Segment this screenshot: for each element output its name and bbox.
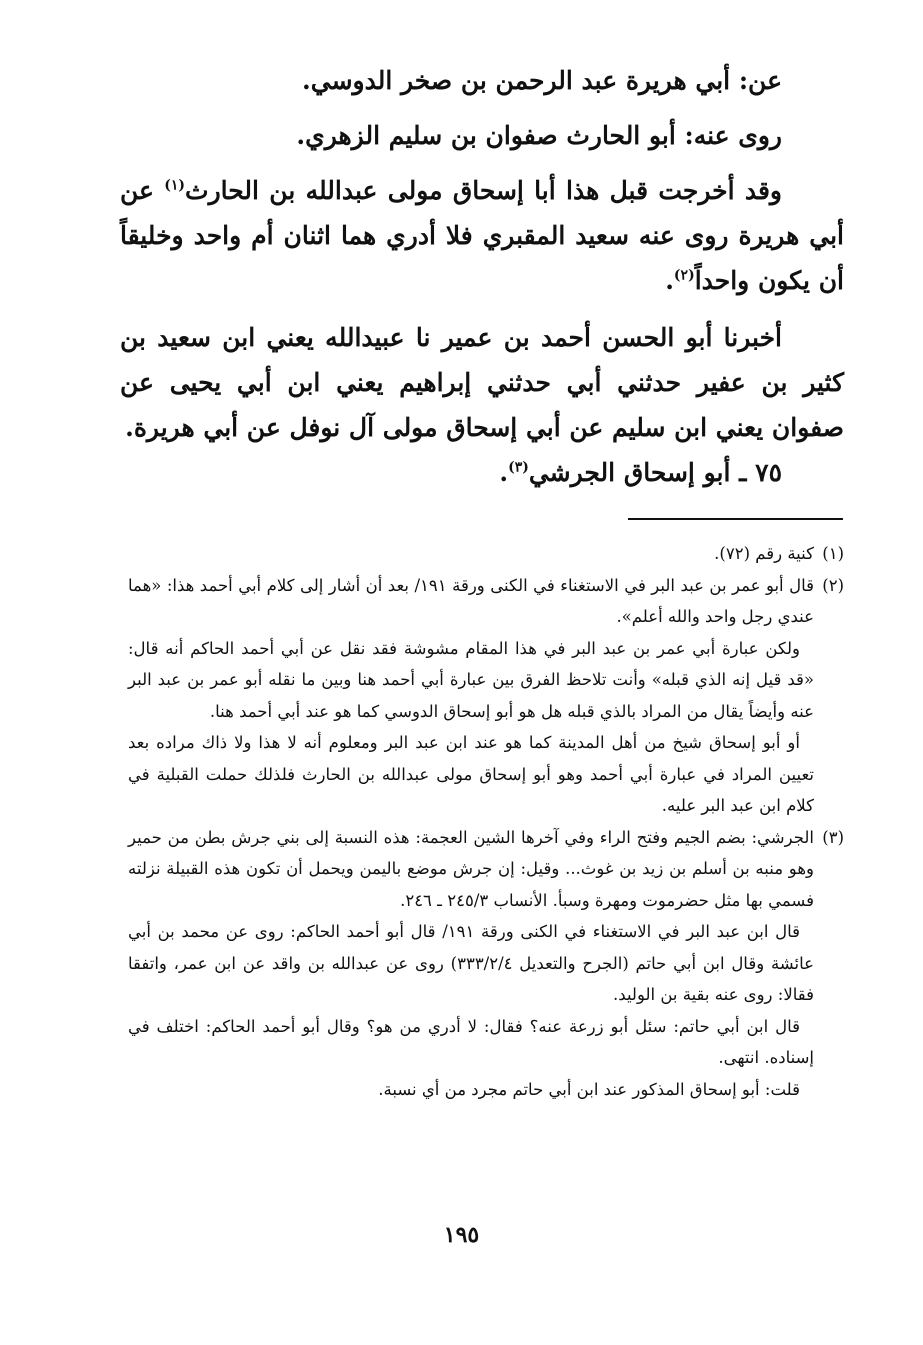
footnote-continuation: أو أبو إسحاق شيخ من أهل المدينة كما هو عند ابن عبد البر ومعلوم أنه لا هذا ولا ذاك مراده بعد تعيين المراد في عبارة أبي أحمد وهو أبو إسحاق مولى عبدالله بن الحارث فلذلك حملت القبلية في كلام ابن عبد البر عليه. [128, 733, 814, 815]
footnote-text: الجرشي: بضم الجيم وفتح الراء وفي آخرها الشين العجمة: هذه النسبة إلى بني جرش بطن من حمير وهو منبه بن أسلم بن زيد بن غوث... وقيل: إن جرش موضع باليمن ويحمل أن تكون هذه القبيلة نزلته فسمي بها مثل حضرموت ومهرة وسبأ. الأنساب ٢٤٥/٣ ـ ٢٤٦. [128, 827, 814, 910]
footnote-divider [628, 518, 843, 520]
narrator-from-text: عن: أبي هريرة عبد الرحمن بن صخر الدوسي. [302, 66, 782, 95]
footnote-number: (١) [822, 544, 844, 563]
footnote-text: قال أبو عمر بن عبد البر في الاستغناء في الكنى ورقة ١٩١/ بعد أن أشار إلى كلام أبي أحمد هذا: «هما عندي رجل واحد والله أعلم». [128, 575, 814, 626]
main-text [120, 58, 844, 495]
narrated-by-text: روى عنه: أبو الحارث صفوان بن سليم الزهري. [296, 121, 782, 150]
footnote-ref-2[interactable]: (٢) [673, 267, 695, 284]
entry-name: أبو إسحاق الجرشي [528, 458, 731, 487]
footnote-1 [128, 538, 844, 570]
footnote-ref-3[interactable]: (٣) [508, 459, 529, 476]
footnote-3 [128, 822, 844, 917]
previous-entry-paragraph [120, 168, 844, 303]
footnote-continuation: ولكن عبارة أبي عمر بن عبد البر في هذا المقام مشوشة فقد نقل عن أبي أحمد الحاكم أنه قال: «قد قيل إنه الذي قبله» وأنت تلاحظ الفرق بين عبارة أبي أحمد هنا وبين ما نقله أبو عمر بن عبد البر عنه وأيضاً يقال من المراد بالذي قبله هل هو أبو إسحاق الدوسي كما هو عند أبي أحمد هنا. [128, 638, 814, 721]
entry-dash: ـ [730, 458, 756, 487]
narrator-from-line [120, 58, 844, 103]
entry-heading [120, 450, 844, 495]
page-number: ١٩٥ [443, 1222, 480, 1248]
isnad-paragraph [120, 315, 844, 450]
footnote-number: (٣) [822, 827, 844, 847]
footnote-number: (٢) [822, 575, 844, 595]
footnote-continuation: قلت: أبو إسحاق المذكور عند ابن أبي حاتم مجرد من أي نسبة. [378, 1079, 800, 1099]
isnad-text: أخبرنا أبو الحسن أحمد بن عمير نا عبيدالله يعني ابن سعيد بن كثير بن عفير حدثني أبي حدثني إبراهيم يعني ابن أبي يحيى عن صفوان يعني ابن سليم عن أبي إسحاق مولى آل نوفل عن أبي هريرة. [120, 323, 844, 442]
entry-end: . [499, 458, 509, 487]
footnote-2 [128, 570, 844, 633]
entry-number: ٧٥ [755, 458, 782, 487]
footnote-continuation: قال ابن أبي حاتم: سئل أبو زرعة عنه؟ فقال: لا أدري من هو؟ وقال أبو أحمد الحاكم: اختلف في إسناده. انتهى. [128, 1016, 814, 1067]
footnotes-section [128, 538, 844, 1105]
paragraph-text-part-a: وقد أخرجت قبل هذا أبا إسحاق مولى عبدالله بن الحارث [185, 176, 782, 205]
paragraph-text-part-b: عن أبي هريرة روى عنه سعيد المقبري فلا أدري هما اثنان أم واحد وخليقاً أن يكون واحداً [120, 176, 844, 295]
narrated-by-line [120, 113, 844, 158]
footnote-continuation: قال ابن عبد البر في الاستغناء في الكنى ورقة ١٩١/ قال أبو أحمد الحاكم: روى عن محمد بن أبي عائشة وقال ابن أبي حاتم (الجرح والتعديل ٣٣٣/٢/٤) روى عن عبدالله بن واقد عن ابن عمر، واتفقا فقالا: روى عنه بقية بن الوليد. [128, 922, 814, 1004]
footnote-ref-1[interactable]: (١) [164, 177, 186, 194]
footnote-text: كنية رقم (٧٢). [714, 544, 814, 563]
paragraph-text-part-c: . [665, 266, 674, 295]
